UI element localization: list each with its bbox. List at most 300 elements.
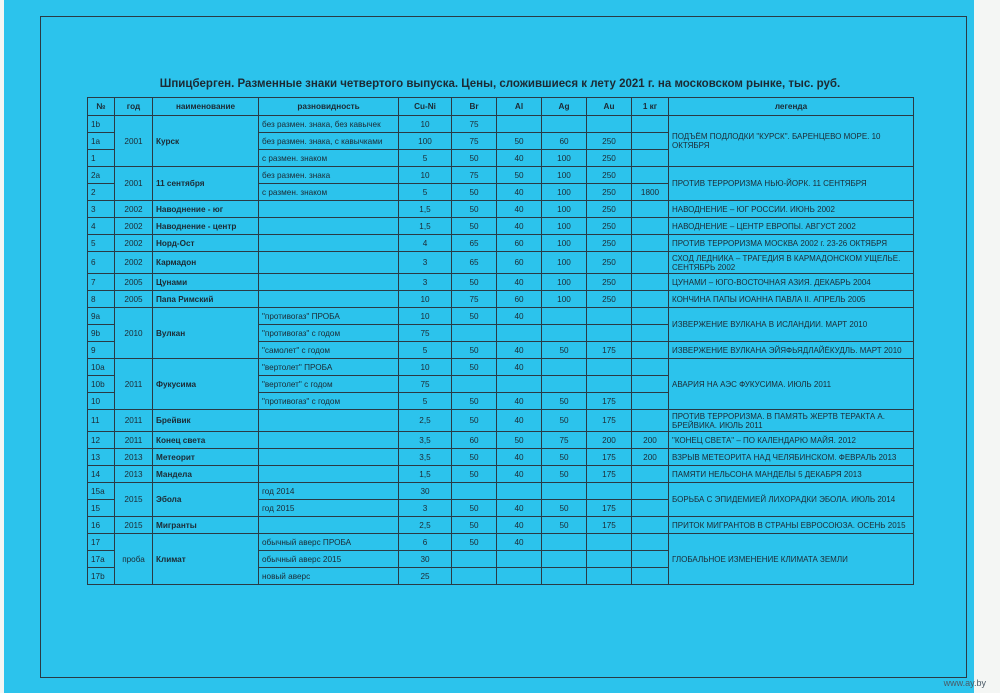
table-row (88, 359, 914, 376)
cell-al: 40 (497, 449, 542, 466)
cell-variant (259, 410, 399, 432)
header-cell: наименование (153, 98, 259, 116)
cell-variant: обычный аверс ПРОБА (259, 534, 399, 551)
cell-number: 1 (88, 150, 115, 167)
cell-ag (542, 376, 587, 393)
cell-al (497, 325, 542, 342)
cell-cuni: 5 (399, 150, 452, 167)
header-cell: Cu-Ni (399, 98, 452, 116)
cell-name: Папа Римский (153, 291, 259, 308)
cell-cuni: 75 (399, 325, 452, 342)
cell-year: 2015 (115, 483, 153, 517)
header-cell: легенда (669, 98, 914, 116)
cell-legend: ПРОТИВ ТЕРРОРИЗМА НЬЮ-ЙОРК. 11 СЕНТЯБРЯ (669, 167, 914, 201)
cell-number: 2 (88, 184, 115, 201)
cell-kg (632, 342, 669, 359)
cell-legend: ПАМЯТИ НЕЛЬСОНА МАНДЕЛЫ 5 ДЕКАБРЯ 2013 (669, 466, 914, 483)
cell-al (497, 551, 542, 568)
cell-year: 2001 (115, 167, 153, 201)
cell-year: 2011 (115, 359, 153, 410)
cell-number: 16 (88, 517, 115, 534)
cell-kg (632, 325, 669, 342)
cell-au: 250 (587, 252, 632, 274)
cell-br: 75 (452, 291, 497, 308)
cell-legend: ЦУНАМИ – ЮГО-ВОСТОЧНАЯ АЗИЯ. ДЕКАБРЬ 2004 (669, 274, 914, 291)
cell-kg: 200 (632, 432, 669, 449)
header-cell: 1 кг (632, 98, 669, 116)
header-cell: № (88, 98, 115, 116)
cell-cuni: 4 (399, 235, 452, 252)
cell-au (587, 325, 632, 342)
cell-variant (259, 517, 399, 534)
cell-legend: ПОДЪЁМ ПОДЛОДКИ "КУРСК". БАРЕНЦЕВО МОРЕ. 10 ОКТЯБРЯ (669, 116, 914, 167)
cell-name: Норд-Ост (153, 235, 259, 252)
cell-number: 4 (88, 218, 115, 235)
cell-ag: 100 (542, 252, 587, 274)
cell-br: 50 (452, 308, 497, 325)
cell-al: 40 (497, 150, 542, 167)
cell-br: 65 (452, 235, 497, 252)
cell-al (497, 376, 542, 393)
cell-variant: год 2015 (259, 500, 399, 517)
cell-name: Вулкан (153, 308, 259, 359)
cell-number: 1b (88, 116, 115, 133)
cell-br: 50 (452, 150, 497, 167)
cell-ag (542, 325, 587, 342)
cell-year: 2005 (115, 291, 153, 308)
cell-variant: с размен. знаком (259, 184, 399, 201)
cell-au: 250 (587, 184, 632, 201)
cell-variant (259, 274, 399, 291)
cell-number: 9 (88, 342, 115, 359)
cell-ag: 100 (542, 184, 587, 201)
cell-legend: ПРОТИВ ТЕРРОРИЗМА МОСКВА 2002 г. 23-26 ОКТЯБРЯ (669, 235, 914, 252)
cell-ag (542, 568, 587, 585)
table-row (88, 167, 914, 184)
cell-br: 50 (452, 393, 497, 410)
cell-cuni: 30 (399, 483, 452, 500)
cell-number: 17b (88, 568, 115, 585)
cell-name: Метеорит (153, 449, 259, 466)
cell-ag (542, 116, 587, 133)
cell-year: 2005 (115, 274, 153, 291)
cell-kg (632, 291, 669, 308)
page-title: Шпицберген. Разменные знаки четвертого выпуска. Цены, сложившиеся к лету 2021 г. на московском рынке, тыс. руб. (159, 78, 841, 90)
table-row (88, 116, 914, 133)
cell-br: 50 (452, 500, 497, 517)
cell-kg (632, 252, 669, 274)
table-row (88, 291, 914, 308)
cell-ag (542, 359, 587, 376)
cell-cuni: 5 (399, 393, 452, 410)
cell-name: Цунами (153, 274, 259, 291)
cell-al: 40 (497, 410, 542, 432)
cell-number: 1a (88, 133, 115, 150)
cell-variant: "противогаз" с годом (259, 325, 399, 342)
header-cell: Ag (542, 98, 587, 116)
table-row (88, 274, 914, 291)
cell-ag (542, 308, 587, 325)
cell-year: 2010 (115, 308, 153, 359)
header-row (88, 98, 914, 116)
cell-number: 13 (88, 449, 115, 466)
cell-au (587, 483, 632, 500)
cell-au: 175 (587, 393, 632, 410)
cell-year: 2013 (115, 466, 153, 483)
cell-number: 15a (88, 483, 115, 500)
cell-al: 50 (497, 133, 542, 150)
cell-al: 40 (497, 218, 542, 235)
cell-al: 40 (497, 534, 542, 551)
cell-name: Наводнение - центр (153, 218, 259, 235)
cell-br: 50 (452, 359, 497, 376)
cell-variant: без размен. знака, с кавычками (259, 133, 399, 150)
cell-legend: НАВОДНЕНИЕ – ЦЕНТР ЕВРОПЫ. АВГУСТ 2002 (669, 218, 914, 235)
cell-number: 3 (88, 201, 115, 218)
cell-year: 2001 (115, 116, 153, 167)
cell-legend: ПРОТИВ ТЕРРОРИЗМА. В ПАМЯТЬ ЖЕРТВ ТЕРАКТА А. БРЕЙВИКА. ИЮЛЬ 2011 (669, 410, 914, 432)
table-row (88, 517, 914, 534)
cell-br (452, 483, 497, 500)
cell-al: 40 (497, 201, 542, 218)
cell-name: Климат (153, 534, 259, 585)
table-row (88, 534, 914, 551)
cell-cuni: 10 (399, 359, 452, 376)
table-row (88, 308, 914, 325)
cell-number: 10b (88, 376, 115, 393)
cell-variant (259, 432, 399, 449)
cell-variant (259, 218, 399, 235)
cell-al: 40 (497, 274, 542, 291)
table-body (88, 116, 914, 585)
cell-cuni: 75 (399, 376, 452, 393)
cell-br: 50 (452, 410, 497, 432)
cell-au: 250 (587, 167, 632, 184)
cell-cuni: 30 (399, 551, 452, 568)
cell-kg (632, 167, 669, 184)
cell-al: 50 (497, 432, 542, 449)
cell-ag: 50 (542, 500, 587, 517)
cell-cuni: 3,5 (399, 449, 452, 466)
cell-variant (259, 466, 399, 483)
cell-cuni: 5 (399, 342, 452, 359)
cell-cuni: 3 (399, 500, 452, 517)
cell-legend: СХОД ЛЕДНИКА – ТРАГЕДИЯ В КАРМАДОНСКОМ УЩЕЛЬЕ. СЕНТЯБРЬ 2002 (669, 252, 914, 274)
cell-ag: 50 (542, 466, 587, 483)
cell-ag: 100 (542, 235, 587, 252)
cell-number: 11 (88, 410, 115, 432)
cell-au: 250 (587, 274, 632, 291)
cell-number: 15 (88, 500, 115, 517)
header-cell: Au (587, 98, 632, 116)
cell-au: 175 (587, 500, 632, 517)
cell-number: 10a (88, 359, 115, 376)
table-row (88, 466, 914, 483)
cell-year: 2015 (115, 517, 153, 534)
cell-ag: 100 (542, 274, 587, 291)
cell-ag: 75 (542, 432, 587, 449)
cell-kg (632, 235, 669, 252)
cell-cuni: 10 (399, 167, 452, 184)
cell-ag: 100 (542, 167, 587, 184)
cell-variant (259, 291, 399, 308)
cell-kg (632, 133, 669, 150)
cell-legend: ИЗВЕРЖЕНИЕ ВУЛКАНА В ИСЛАНДИИ. МАРТ 2010 (669, 308, 914, 342)
cell-name: Брейвик (153, 410, 259, 432)
table-row (88, 410, 914, 432)
cell-ag: 50 (542, 517, 587, 534)
cell-variant (259, 201, 399, 218)
cell-br (452, 568, 497, 585)
cell-au: 200 (587, 432, 632, 449)
cell-au: 250 (587, 291, 632, 308)
cell-variant: с размен. знаком (259, 150, 399, 167)
cell-variant: "противогаз" с годом (259, 393, 399, 410)
cell-br: 50 (452, 342, 497, 359)
cell-kg (632, 500, 669, 517)
cell-variant: "противогаз" ПРОБА (259, 308, 399, 325)
cell-number: 10 (88, 393, 115, 410)
cell-kg (632, 483, 669, 500)
cell-au (587, 308, 632, 325)
cell-au (587, 359, 632, 376)
cell-br: 50 (452, 274, 497, 291)
cell-au: 250 (587, 133, 632, 150)
cell-number: 9a (88, 308, 115, 325)
cell-br: 50 (452, 466, 497, 483)
cell-kg (632, 308, 669, 325)
cell-cuni: 1,5 (399, 466, 452, 483)
table-row (88, 218, 914, 235)
cell-br: 50 (452, 534, 497, 551)
cell-kg (632, 150, 669, 167)
cell-kg (632, 201, 669, 218)
price-table (87, 97, 914, 585)
cell-kg (632, 359, 669, 376)
cell-legend: ГЛОБАЛЬНОЕ ИЗМЕНЕНИЕ КЛИМАТА ЗЕМЛИ (669, 534, 914, 585)
cell-cuni: 10 (399, 291, 452, 308)
cell-au: 250 (587, 218, 632, 235)
cell-variant (259, 252, 399, 274)
table-row (88, 201, 914, 218)
cell-au: 175 (587, 410, 632, 432)
cell-variant (259, 235, 399, 252)
cell-number: 9b (88, 325, 115, 342)
cell-ag: 100 (542, 150, 587, 167)
cell-name: Мандела (153, 466, 259, 483)
cell-al: 40 (497, 308, 542, 325)
cell-year: 2002 (115, 218, 153, 235)
cell-cuni: 3 (399, 274, 452, 291)
cell-cuni: 25 (399, 568, 452, 585)
cell-al: 60 (497, 235, 542, 252)
cell-au: 175 (587, 517, 632, 534)
cell-br (452, 325, 497, 342)
cell-au: 250 (587, 235, 632, 252)
table-row (88, 483, 914, 500)
cell-number: 5 (88, 235, 115, 252)
cell-number: 8 (88, 291, 115, 308)
cell-au: 175 (587, 449, 632, 466)
cell-al: 40 (497, 342, 542, 359)
cell-cuni: 2,5 (399, 517, 452, 534)
cell-name: Конец света (153, 432, 259, 449)
cell-ag (542, 483, 587, 500)
cell-name: Эбола (153, 483, 259, 517)
cell-au: 250 (587, 201, 632, 218)
cell-variant: "вертолет" ПРОБА (259, 359, 399, 376)
cell-kg (632, 568, 669, 585)
watermark: www.ay.by (943, 678, 986, 688)
cell-ag: 50 (542, 449, 587, 466)
cell-al: 60 (497, 291, 542, 308)
cell-legend: АВАРИЯ НА АЭС ФУКУСИМА. ИЮЛЬ 2011 (669, 359, 914, 410)
cell-al (497, 568, 542, 585)
cell-al: 40 (497, 184, 542, 201)
cell-kg (632, 393, 669, 410)
cell-ag (542, 534, 587, 551)
cell-kg (632, 116, 669, 133)
cell-year: 2011 (115, 410, 153, 432)
cell-cuni: 10 (399, 116, 452, 133)
cell-br: 65 (452, 252, 497, 274)
cell-ag: 100 (542, 201, 587, 218)
cell-al: 40 (497, 393, 542, 410)
cell-ag (542, 551, 587, 568)
cell-cuni: 2,5 (399, 410, 452, 432)
cell-br (452, 551, 497, 568)
cell-name: Мигранты (153, 517, 259, 534)
cell-legend: ВЗРЫВ МЕТЕОРИТА НАД ЧЕЛЯБИНСКОМ. ФЕВРАЛЬ 2013 (669, 449, 914, 466)
header-cell: Br (452, 98, 497, 116)
cell-year: 2013 (115, 449, 153, 466)
cell-variant: без размен. знака, без кавычек (259, 116, 399, 133)
cell-legend: БОРЬБА С ЭПИДЕМИЕЙ ЛИХОРАДКИ ЭБОЛА. ИЮЛЬ 2014 (669, 483, 914, 517)
cell-br: 75 (452, 167, 497, 184)
cell-al: 40 (497, 466, 542, 483)
cell-year: 2002 (115, 252, 153, 274)
cell-legend: ПРИТОК МИГРАНТОВ В СТРАНЫ ЕВРОСОЮЗА. ОСЕНЬ 2015 (669, 517, 914, 534)
cell-legend: НАВОДНЕНИЕ – ЮГ РОССИИ. ИЮНЬ 2002 (669, 201, 914, 218)
cell-al: 40 (497, 359, 542, 376)
cell-cuni: 3 (399, 252, 452, 274)
cell-cuni: 100 (399, 133, 452, 150)
cell-number: 17a (88, 551, 115, 568)
cell-kg (632, 466, 669, 483)
cell-br (452, 376, 497, 393)
cell-kg (632, 376, 669, 393)
cell-number: 12 (88, 432, 115, 449)
cell-br: 75 (452, 133, 497, 150)
cell-variant: новый аверс (259, 568, 399, 585)
cell-name: Кармадон (153, 252, 259, 274)
cell-number: 7 (88, 274, 115, 291)
cell-variant: без размен. знака (259, 167, 399, 184)
cell-number: 2a (88, 167, 115, 184)
cell-name: 11 сентября (153, 167, 259, 201)
cell-au (587, 551, 632, 568)
cell-au (587, 116, 632, 133)
cell-au: 175 (587, 342, 632, 359)
cell-variant: "вертолет" с годом (259, 376, 399, 393)
cell-variant (259, 449, 399, 466)
cell-au (587, 376, 632, 393)
cell-variant: обычный аверс 2015 (259, 551, 399, 568)
table-row (88, 449, 914, 466)
cell-number: 14 (88, 466, 115, 483)
cell-al (497, 116, 542, 133)
cell-al: 40 (497, 500, 542, 517)
cell-kg (632, 274, 669, 291)
header-cell: разновидность (259, 98, 399, 116)
cell-al: 40 (497, 517, 542, 534)
cell-ag: 100 (542, 291, 587, 308)
cell-year: 2002 (115, 201, 153, 218)
cell-ag: 100 (542, 218, 587, 235)
cell-br: 50 (452, 184, 497, 201)
cell-year: проба (115, 534, 153, 585)
cell-au: 250 (587, 150, 632, 167)
cell-cuni: 1,5 (399, 201, 452, 218)
cell-kg (632, 218, 669, 235)
cell-legend: ИЗВЕРЖЕНИЕ ВУЛКАНА ЭЙЯФЬЯДЛАЙЁКУДЛЬ. МАРТ 2010 (669, 342, 914, 359)
cell-au (587, 568, 632, 585)
cell-kg (632, 517, 669, 534)
cell-ag: 50 (542, 342, 587, 359)
table-row (88, 235, 914, 252)
cell-number: 6 (88, 252, 115, 274)
cell-name: Курск (153, 116, 259, 167)
cell-variant: "самолет" с годом (259, 342, 399, 359)
cell-name: Наводнение - юг (153, 201, 259, 218)
cell-br: 50 (452, 218, 497, 235)
cell-al (497, 483, 542, 500)
cell-ag: 50 (542, 410, 587, 432)
cell-kg: 1800 (632, 184, 669, 201)
cell-cuni: 10 (399, 308, 452, 325)
cell-kg (632, 410, 669, 432)
cell-al: 60 (497, 252, 542, 274)
cell-ag: 60 (542, 133, 587, 150)
table-row (88, 252, 914, 274)
cell-kg: 200 (632, 449, 669, 466)
cell-br: 50 (452, 449, 497, 466)
cell-cuni: 5 (399, 184, 452, 201)
cell-legend: КОНЧИНА ПАПЫ ИОАННА ПАВЛА II. АПРЕЛЬ 2005 (669, 291, 914, 308)
cell-br: 50 (452, 201, 497, 218)
cell-al: 50 (497, 167, 542, 184)
cell-au (587, 534, 632, 551)
cell-legend: "КОНЕЦ СВЕТА" – ПО КАЛЕНДАРЮ МАЙЯ. 2012 (669, 432, 914, 449)
cell-year: 2002 (115, 235, 153, 252)
cell-br: 60 (452, 432, 497, 449)
cell-year: 2011 (115, 432, 153, 449)
cell-name: Фукусима (153, 359, 259, 410)
header-cell: Al (497, 98, 542, 116)
cell-cuni: 6 (399, 534, 452, 551)
cell-variant: год 2014 (259, 483, 399, 500)
cell-kg (632, 551, 669, 568)
cell-number: 17 (88, 534, 115, 551)
cell-br: 75 (452, 116, 497, 133)
cell-cuni: 1,5 (399, 218, 452, 235)
cell-br: 50 (452, 517, 497, 534)
cell-kg (632, 534, 669, 551)
cell-au: 175 (587, 466, 632, 483)
table-row (88, 432, 914, 449)
cell-ag: 50 (542, 393, 587, 410)
cell-cuni: 3,5 (399, 432, 452, 449)
